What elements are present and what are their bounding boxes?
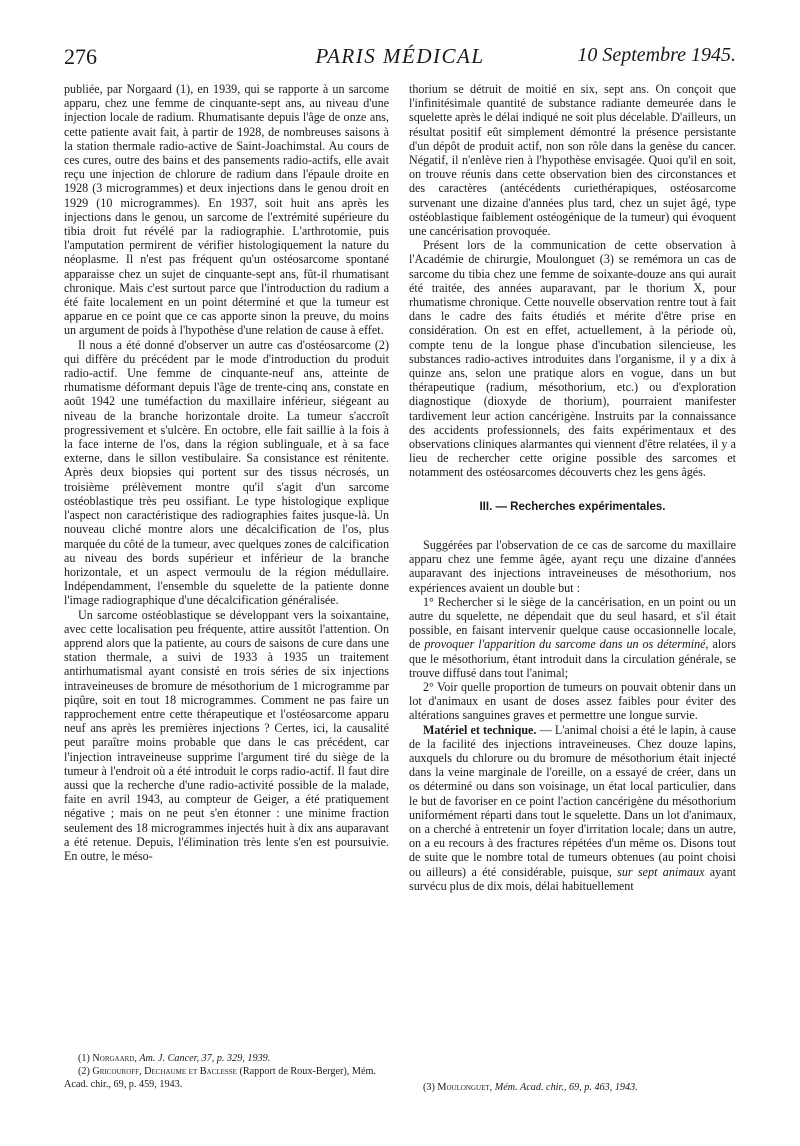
footnotes-left: [64, 1052, 389, 1091]
subsection-heading: Matériel et technique.: [423, 722, 537, 737]
journal-title: PARIS MÉDICAL: [315, 44, 485, 68]
footnote-author: (2) Gricouroff, Dechaume et Baclesse: [78, 1066, 237, 1077]
paragraph: 2° Voir quelle proportion de tumeurs on pouvait obtenir dans un lot d'animaux en usant de doses assez faibles pour éviter des altérations sanguines graves et permettre une longue survie.: [409, 679, 736, 723]
footnote-author: (3) Moulonguet,: [423, 1082, 493, 1093]
paragraph: thorium se détruit de moitié en six, sept ans. On conçoit que l'infinitésimale quantité de substance radiante demeurée dans le squelette après le délai indiqué ne soit plus décelable. D'ailleurs, un résultat positif eût simplement démontré la présence persistante d'un dépôt de produit actif, non son rôle dans la genèse du cancer. Négatif, il n'enlève rien à l'hypothèse envisagée. Quoi qu'il en soit, on trouve réunis dans cette observation bien des circonstances et des caractères (antécédents curiethérapiques, ostéosarcome survenant une dizaine d'années plus tard, chez un sujet âgé, type ostéoblastique faiblement ostéogénique de la tumeur) qui évoquent une cancérisation provoquée.: [409, 82, 736, 239]
paragraph: Suggérées par l'observation de ce cas de sarcome du maxillaire apparu chez une femme âgée, ayant reçu une dizaine d'années auparavant des injections intraveineuses de mésothorium, nos expériences avaient un double but :: [409, 537, 736, 595]
section-title: III. — Recherches expérimentales.: [479, 500, 666, 513]
emphasis: provoquer l'apparition du sarcome dans un os déterminé: [424, 637, 706, 652]
footnote: [64, 1052, 389, 1065]
text-run: ayant survécu plus de dix mois, délai habituellement: [409, 864, 736, 893]
footnotes-right: [409, 1081, 736, 1094]
footnote-reference: Am. J. Cancer, 37, p. 329, 1939.: [136, 1053, 271, 1064]
left-column: [64, 82, 389, 863]
footnote-reference: Mém. Acad. chir., 69, p. 463, 1943.: [492, 1082, 638, 1093]
paragraph: Il nous a été donné d'observer un autre cas d'ostéosarcome (2) qui diffère du précédent par le mode d'introduction du produit radio-actif. Une femme de cinquante-neuf ans, atteinte de rhumatisme déformant depuis l'âge de trente-cinq ans, constate en août 1942 une tuméfaction du maxillaire inférieur, siégeant au niveau de la branche horizontale droite. La tumeur s'accroît progressivement et s'ulcère. En octobre, elle fait saillie à la fois à la face interne de l'os, dans la région sublinguale, et à sa face externe, dans le sillon vestibulaire. Sa consistance est rénitente. Après deux biopsies qui portent sur des tissus nécrosés, un troisième prélèvement montre qu'il s'agit d'un sarcome ostéoblastique très peu ossifiant. Le type histologique explique l'aspect non caractéristique des radiographies faites jusque-là. Un nouveau cliché montre alors une décalcification de l'os, plus marquée du côté de la tumeur, avec quelques zones de calcification au niveau des bords supérieur et inférieur de la branche horizontale, et un aspect vermoulu de la région médullaire. Indépendamment, l'ensemble du squelette de la patiente donne l'image radiographique d'une décalcification généralisée.: [64, 337, 389, 608]
text-run: 1° Rechercher si le siège de la cancérisation, en un point ou un autre du squelette, ne dépendait que du seul hasard, et s'il était possible, en faisant intervenir quelque cause occasionnelle locale, de: [409, 594, 736, 652]
footnote: [409, 1081, 736, 1094]
footnote-author: (1) Norgaard,: [78, 1053, 137, 1064]
text-run: — L'animal choisi a été le lapin, à cause de la facilité des injections intraveineuses. Chez douze lapins, auxquels du chlorure ou du bromure de mésothorium était injecté dans la veine marginale de l'oreille, on a essayé de créer, dans un os déterminé ou dans son voisinage, un état local particulier, dans le but de favoriser en ce point l'action cancérigène du mésothorium uniformément réparti dans tout le squelette. Dans un lot d'animaux, on a cherché à entretenir un foyer d'irritation locale; dans un autre, on a eu recours à des fractures répétées d'un même os. Disons tout de suite que le nombre total de tumeurs obtenues (au point choisi ou ailleurs) a été considérable, puisque,: [409, 722, 736, 879]
paragraph: [409, 723, 736, 893]
right-column: [409, 82, 736, 893]
paragraph: Présent lors de la communication de cette observation à l'Académie de chirurgie, Moulonguet (3) se remémora un cas de sarcome du tibia chez une femme de soixante-douze ans qui aurait été traitée, des années auparavant, par le thorium X, pour rhumatisme chronique. Cette nouvelle observation rentre tout à fait dans le cadre des faits étudiés et mérite d'être prise en considération. On est en effet, actuellement, à la période où, compte tenu de la longue phase d'incubation silencieuse, les substances radio-actives introduites dans l'organisme, il y a dix à quinze ans, selon une pratique alors en vogue, dans un but thérapeutique (radium, mésothorium, etc.) ou d'exploration diagnostique (dioxyde de thorium), pourraient manifester tardivement leur action cancérigène. Instruits par la connaissance des accidents professionnels, des faits expérimentaux et des observations cliniques alarmantes qui viennent d'être relatées, il y a lieu de rechercher cette origine possible des sarcomes et notamment des ostéosarcomes découverts chez les gens âgés.: [409, 238, 736, 480]
text-run: , alors que le mésothorium, étant introduit dans la circulation générale, se trouve diffusé dans tout l'animal;: [409, 637, 736, 680]
paragraph: Un sarcome ostéoblastique se développant vers la soixantaine, avec cette localisation peu fréquente, attire aussitôt l'attention. On apprend alors que la patiente, au cours de saisons de cure dans une station thermale, a suivi de 1933 à 1935 un traitement antirhumatismal ayant consisté en trois séries de six injections intraveineuses de bromure de mésothorium de 1 microgramme par piqûre, soit en tout 18 microgrammes. Comment ne pas faire un rapprochement entre cette thérapeutique et l'ostéosarcome apparu neuf ans après les premières injections ? Certes, ici, la causalité peut paraître moins probable que dans le cas précédent, car l'injection intraveineuse supprime l'argument tiré du siège de la tumeur à l'endroit où a été introduit le corps radio-actif. Il faut dire aussi que la recherche d'une radio-activité possible de la malade, faite en avril 1943, au compteur de Geiger, a été pratiquement négative ; mais on ne peut s'en étonner : une minime fraction seulement des 18 microgrammes injectés huit à dix ans auparavant a été retenue. Depuis, l'élimination très lente s'en est poursuivie. En outre, le méso-: [64, 607, 389, 863]
paragraph: [409, 595, 736, 680]
issue-date: 10 Septembre 1945.: [577, 44, 736, 66]
page-number: 276: [64, 44, 97, 69]
footnote: [64, 1065, 389, 1091]
footnote-reference: (Rapport de Roux-Berger), Mém. Acad. chir., 69, p. 459, 1943.: [64, 1066, 376, 1090]
page-header: [64, 44, 736, 74]
paragraph: publiée, par Norgaard (1), en 1939, qui se rapporte à un sarcome apparu, chez une femme de cinquante-sept ans, au niveau d'une injection locale de radium. Rhumatisante depuis l'âge de onze ans, cette patiente avait fait, à partir de 1928, de nombreuses saisons à la station thermale radio-active de Saint-Joachimstal. Au cours de ces cures, outre des bains et des pansements radio-actifs, elle avait reçu une injection de chlorure de radium dans l'épaule droite en 1928 (3 microgrammes) et deux injections dans le genou droit en 1929 (10 microgrammes). En 1937, soit huit ans après les injections dans le genou, un sarcome de l'extrémité supérieure du tibia droit fut révélé par la radiographie. L'arthrotomie, puis l'amputation permirent de vérifier histologiquement la nature du néoplasme. Il n'est pas fréquent qu'un ostéosarcome spontané apparaisse chez un sujet de cinquante-sept ans, fût-il rhumatisant chronique. Mais c'est surtout parce que l'introduction du radium a été faite localement en un point déterminé et que la tumeur est apparue en ce point que ce cas apporte sinon la preuve, du moins un argument de poids à l'hypothèse d'une relation de cause à effet.: [64, 82, 389, 338]
emphasis: sur sept animaux: [617, 864, 705, 879]
